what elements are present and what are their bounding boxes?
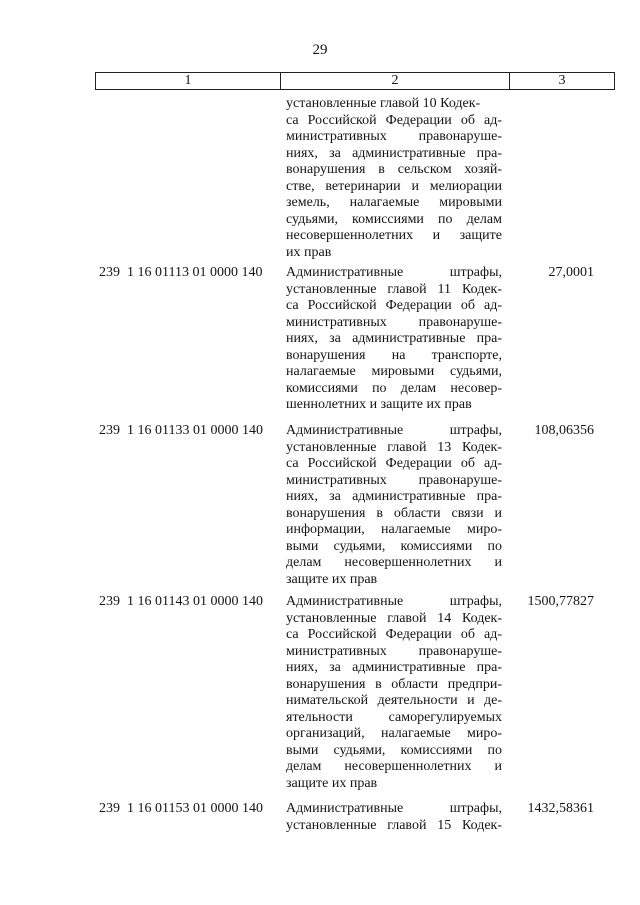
- description-line: несовершеннолетних и защите: [286, 228, 502, 243]
- description-line: налагаемые мировыми судьями,: [286, 364, 502, 379]
- description-line: информации, налагаемые миро-: [286, 522, 502, 537]
- description-line: ниях, за административные пра-: [286, 145, 502, 161]
- column-header-amount: 3: [558, 73, 566, 88]
- row-description: [286, 594, 502, 792]
- row-amount: 27,0001: [548, 265, 594, 280]
- description-line: министративных правонаруше-: [286, 314, 502, 330]
- description-line: установленные главой 11 Кодек-: [286, 281, 502, 297]
- description-line: установленные главой 14 Кодек-: [286, 610, 502, 626]
- description-line: Административные штрафы,: [286, 423, 502, 438]
- page-number: 29: [312, 42, 328, 58]
- description-line: са Российской Федерации об ад-: [286, 456, 502, 471]
- description-line: земель, налагаемые мировыми: [286, 195, 502, 210]
- row-code: 239 1 16 01143 01 0000 140: [99, 594, 263, 609]
- description-line: Административные штрафы,: [286, 801, 502, 816]
- description-line: установленные главой 13 Кодек-: [286, 439, 502, 455]
- description-line: защите их прав: [286, 571, 378, 587]
- description-line: вонарушения в области предпри-: [286, 676, 502, 692]
- description-line: организаций, налагаемые миро-: [286, 726, 502, 741]
- description-line: министративных правонаруше-: [286, 129, 502, 144]
- row-description: [286, 801, 502, 834]
- description-line: выми судьями, комиссиями по: [286, 538, 502, 554]
- description-line: нимательской деятельности и де-: [286, 693, 502, 708]
- column-header-description: 2: [281, 73, 510, 89]
- description-line: установленные главой 15 Кодек-: [286, 817, 502, 833]
- description-line: министративных правонаруше-: [286, 643, 502, 659]
- description-line: министративных правонаруше-: [286, 472, 502, 488]
- description-line: вонарушения на транспорте,: [286, 347, 502, 363]
- description-line: са Российской Федерации об ад-: [286, 627, 502, 642]
- column-header-code: 1: [96, 73, 281, 89]
- description-line: Административные штрафы,: [286, 594, 502, 609]
- row-code: 239 1 16 01133 01 0000 140: [99, 423, 263, 438]
- row-description: [286, 96, 502, 261]
- description-line: стве, ветеринарии и мелиорации: [286, 178, 502, 194]
- description-line: выми судьями, комиссиями по: [286, 742, 502, 758]
- row-amount: 108,06356: [534, 423, 594, 438]
- description-line: ниях, за административные пра-: [286, 660, 502, 675]
- row-description: [286, 265, 502, 414]
- row-code: 239 1 16 01113 01 0000 140: [99, 265, 263, 280]
- description-line: са Российской Федерации об ад-: [286, 112, 502, 128]
- description-line: судьями, комиссиями по делам: [286, 211, 502, 227]
- row-code: 239 1 16 01153 01 0000 140: [99, 801, 263, 816]
- row-amount: 1500,77827: [527, 594, 594, 609]
- description-line: установленные главой 10 Кодек-: [286, 96, 481, 111]
- description-line: делам несовершеннолетних и: [286, 759, 502, 774]
- description-line: вонарушения в области связи и: [286, 505, 502, 521]
- row-amount: 1432,58361: [527, 801, 594, 816]
- row-description: [286, 423, 502, 588]
- description-line: шеннолетних и защите их прав: [286, 397, 472, 412]
- description-line: защите их прав: [286, 775, 378, 791]
- table-header: [95, 72, 615, 90]
- description-line: ниях, за административные пра-: [286, 489, 502, 504]
- description-line: са Российской Федерации об ад-: [286, 298, 502, 313]
- description-line: ятельности саморегулируемых: [286, 709, 502, 725]
- description-line: их прав: [286, 244, 332, 260]
- description-line: делам несовершеннолетних и: [286, 555, 502, 570]
- description-line: вонарушения в сельском хозяй-: [286, 162, 502, 177]
- description-line: Административные штрафы,: [286, 265, 502, 280]
- description-line: комиссиями по делам несовер-: [286, 380, 502, 396]
- description-line: ниях, за административные пра-: [286, 331, 502, 346]
